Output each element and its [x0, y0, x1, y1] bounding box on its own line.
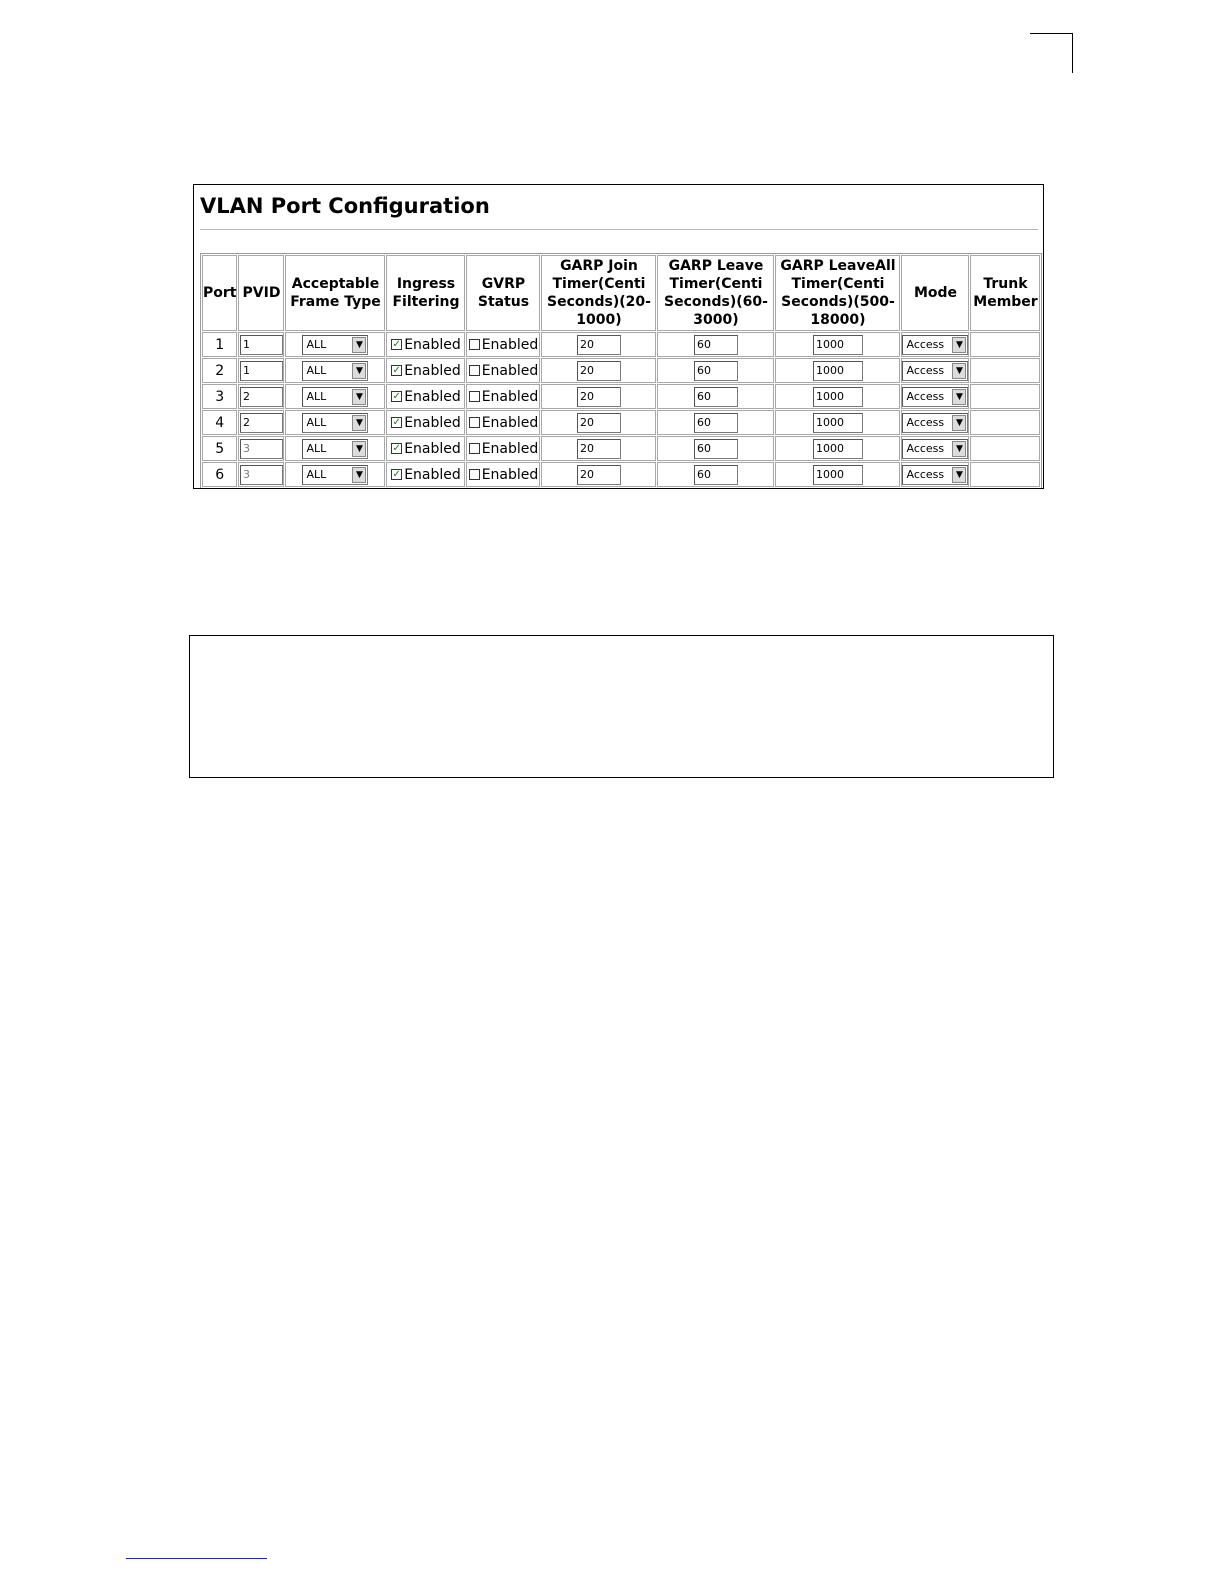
- garp-leaveall-cell: [775, 358, 900, 383]
- garp-leaveall-input[interactable]: 1000: [813, 387, 863, 407]
- gvrp-cell: [466, 436, 540, 461]
- frame-type-select[interactable]: [302, 387, 368, 407]
- frame-type-value: ALL: [306, 441, 327, 455]
- ingress-checkbox[interactable]: [391, 391, 402, 402]
- garp-leaveall-cell: [775, 436, 900, 461]
- ingress-label: Enabled: [404, 336, 461, 353]
- mode-select[interactable]: [902, 413, 968, 433]
- garp-leave-cell: [657, 462, 774, 487]
- vlan-port-configuration-panel: [193, 184, 1044, 489]
- pvid-input[interactable]: 3: [240, 465, 283, 485]
- frame-type-value: ALL: [306, 363, 327, 377]
- table-row: [202, 358, 1040, 383]
- frame-type-cell: [285, 462, 385, 487]
- ingress-cell: [386, 462, 465, 487]
- garp-leave-input[interactable]: 60: [694, 387, 738, 407]
- garp-join-input[interactable]: 20: [577, 335, 621, 355]
- port-number: 6: [202, 462, 237, 487]
- pvid-input[interactable]: 2: [240, 413, 283, 433]
- table-row: [202, 332, 1040, 357]
- port-number: 5: [202, 436, 237, 461]
- checkmark-icon: ✓: [392, 391, 401, 402]
- garp-leave-input[interactable]: 60: [694, 335, 738, 355]
- ingress-checkbox[interactable]: [391, 417, 402, 428]
- chevron-down-icon[interactable]: ▼: [952, 363, 966, 379]
- garp-join-input[interactable]: 20: [577, 387, 621, 407]
- chevron-down-icon[interactable]: ▼: [352, 441, 366, 457]
- pvid-cell: [238, 384, 284, 409]
- garp-leaveall-input[interactable]: 1000: [813, 439, 863, 459]
- mode-select[interactable]: [902, 335, 968, 355]
- garp-join-input[interactable]: 20: [577, 439, 621, 459]
- garp-leave-cell: [657, 410, 774, 435]
- table-row: [202, 436, 1040, 461]
- frame-type-cell: [285, 384, 385, 409]
- mode-select[interactable]: [902, 361, 968, 381]
- frame-type-value: ALL: [306, 337, 327, 351]
- ingress-cell: [386, 332, 465, 357]
- garp-leave-cell: [657, 436, 774, 461]
- mode-cell: [901, 358, 969, 383]
- frame-type-select[interactable]: [302, 335, 368, 355]
- frame-type-cell: [285, 332, 385, 357]
- garp-join-cell: [541, 384, 656, 409]
- garp-leaveall-cell: [775, 384, 900, 409]
- garp-leaveall-input[interactable]: 1000: [813, 335, 863, 355]
- page-corner-mark: [1030, 33, 1073, 73]
- frame-type-select[interactable]: [302, 465, 368, 485]
- ingress-cell: [386, 358, 465, 383]
- mode-cell: [901, 384, 969, 409]
- empty-frame-box: [189, 635, 1054, 778]
- chevron-down-icon[interactable]: ▼: [952, 467, 966, 483]
- mode-select[interactable]: [902, 387, 968, 407]
- gvrp-checkbox[interactable]: [469, 339, 480, 350]
- gvrp-cell: [466, 384, 540, 409]
- header-garp-leave-timer: GARP Leave Timer(Centi Seconds)(60-3000): [657, 255, 774, 331]
- trunk-member-cell: [970, 436, 1040, 461]
- ingress-cell: [386, 410, 465, 435]
- trunk-member-cell: [970, 410, 1040, 435]
- pvid-input[interactable]: 3: [240, 439, 283, 459]
- mode-cell: [901, 462, 969, 487]
- header-garp-leaveall-timer: GARP LeaveAll Timer(Centi Seconds)(500-18000): [775, 255, 900, 331]
- mode-value: Access: [906, 389, 945, 403]
- pvid-input[interactable]: 2: [240, 387, 283, 407]
- ingress-checkbox[interactable]: [391, 365, 402, 376]
- mode-value: Access: [906, 441, 945, 455]
- garp-join-cell: [541, 462, 656, 487]
- gvrp-checkbox[interactable]: [469, 417, 480, 428]
- garp-leave-input[interactable]: 60: [694, 361, 738, 381]
- chevron-down-icon[interactable]: ▼: [952, 415, 966, 431]
- chevron-down-icon[interactable]: ▼: [352, 363, 366, 379]
- ingress-label: Enabled: [404, 414, 461, 431]
- gvrp-checkbox[interactable]: [469, 443, 480, 454]
- gvrp-cell: [466, 332, 540, 357]
- gvrp-label: Enabled: [481, 388, 539, 405]
- mode-value: Access: [906, 467, 945, 481]
- garp-leave-cell: [657, 332, 774, 357]
- port-number: 1: [202, 332, 237, 357]
- frame-type-cell: [285, 436, 385, 461]
- garp-join-cell: [541, 410, 656, 435]
- pvid-input[interactable]: 1: [240, 335, 283, 355]
- gvrp-cell: [466, 358, 540, 383]
- garp-leave-input[interactable]: 60: [694, 465, 738, 485]
- chevron-down-icon[interactable]: ▼: [352, 389, 366, 405]
- table-row: [202, 462, 1040, 487]
- port-number: 3: [202, 384, 237, 409]
- gvrp-cell: [466, 410, 540, 435]
- frame-type-value: ALL: [306, 467, 327, 481]
- gvrp-cell: [466, 462, 540, 487]
- mode-cell: [901, 410, 969, 435]
- page-title: VLAN Port Configuration: [200, 194, 490, 218]
- checkmark-icon: ✓: [392, 417, 401, 428]
- trunk-member-cell: [970, 462, 1040, 487]
- gvrp-label: Enabled: [481, 362, 539, 379]
- checkmark-icon: ✓: [392, 339, 401, 350]
- ingress-checkbox[interactable]: [391, 469, 402, 480]
- title-divider: [200, 229, 1038, 230]
- garp-leaveall-input[interactable]: 1000: [813, 361, 863, 381]
- header-acceptable-frame-type: Acceptable Frame Type: [285, 255, 385, 331]
- checkmark-icon: ✓: [392, 469, 401, 480]
- ingress-checkbox[interactable]: [391, 443, 402, 454]
- garp-leave-cell: [657, 358, 774, 383]
- gvrp-checkbox[interactable]: [469, 365, 480, 376]
- gvrp-checkbox[interactable]: [469, 469, 480, 480]
- port-number: 2: [202, 358, 237, 383]
- checkmark-icon: ✓: [392, 443, 401, 454]
- chevron-down-icon[interactable]: ▼: [352, 337, 366, 353]
- trunk-member-cell: [970, 384, 1040, 409]
- header-pvid: PVID: [238, 255, 284, 331]
- frame-type-select[interactable]: [302, 439, 368, 459]
- ingress-label: Enabled: [404, 440, 461, 457]
- frame-type-select[interactable]: [302, 413, 368, 433]
- gvrp-label: Enabled: [481, 466, 539, 483]
- mode-select[interactable]: [902, 439, 968, 459]
- pvid-cell: [238, 332, 284, 357]
- trunk-member-cell: [970, 332, 1040, 357]
- table-header-row: [202, 255, 1040, 331]
- pvid-cell: [238, 358, 284, 383]
- frame-type-value: ALL: [306, 415, 327, 429]
- garp-join-cell: [541, 358, 656, 383]
- garp-leave-input[interactable]: 60: [694, 413, 738, 433]
- header-gvrp-status: GVRP Status: [466, 255, 540, 331]
- mode-select[interactable]: [902, 465, 968, 485]
- ingress-label: Enabled: [404, 466, 461, 483]
- header-garp-join-timer: GARP Join Timer(Centi Seconds)(20-1000): [541, 255, 656, 331]
- frame-type-select[interactable]: [302, 361, 368, 381]
- port-number: 4: [202, 410, 237, 435]
- garp-join-cell: [541, 332, 656, 357]
- chevron-down-icon[interactable]: ▼: [952, 337, 966, 353]
- pvid-cell: [238, 462, 284, 487]
- checkmark-icon: ✓: [392, 365, 401, 376]
- header-mode: Mode: [901, 255, 969, 331]
- ingress-cell: [386, 384, 465, 409]
- pvid-input[interactable]: 1: [240, 361, 283, 381]
- gvrp-label: Enabled: [481, 414, 539, 431]
- frame-type-cell: [285, 410, 385, 435]
- chevron-down-icon[interactable]: ▼: [952, 389, 966, 405]
- garp-leaveall-cell: [775, 410, 900, 435]
- gvrp-label: Enabled: [481, 440, 539, 457]
- garp-join-input[interactable]: 20: [577, 361, 621, 381]
- frame-type-cell: [285, 358, 385, 383]
- chevron-down-icon[interactable]: ▼: [352, 415, 366, 431]
- trunk-member-cell: [970, 358, 1040, 383]
- garp-leaveall-input[interactable]: 1000: [813, 465, 863, 485]
- header-port: Port: [202, 255, 237, 331]
- mode-cell: [901, 332, 969, 357]
- garp-leaveall-input[interactable]: 1000: [813, 413, 863, 433]
- garp-leave-cell: [657, 384, 774, 409]
- pvid-cell: [238, 436, 284, 461]
- mode-value: Access: [906, 337, 945, 351]
- pvid-cell: [238, 410, 284, 435]
- garp-join-cell: [541, 436, 656, 461]
- garp-leave-input[interactable]: 60: [694, 439, 738, 459]
- header-trunk-member: Trunk Member: [970, 255, 1040, 331]
- vlan-port-table: [200, 253, 1042, 489]
- header-ingress-filtering: Ingress Filtering: [386, 255, 465, 331]
- ingress-cell: [386, 436, 465, 461]
- ingress-checkbox[interactable]: [391, 339, 402, 350]
- table-row: [202, 384, 1040, 409]
- chevron-down-icon[interactable]: ▼: [352, 467, 366, 483]
- gvrp-checkbox[interactable]: [469, 391, 480, 402]
- ingress-label: Enabled: [404, 388, 461, 405]
- mode-value: Access: [906, 363, 945, 377]
- frame-type-value: ALL: [306, 389, 327, 403]
- footer-link-underline[interactable]: [126, 1558, 267, 1559]
- chevron-down-icon[interactable]: ▼: [952, 441, 966, 457]
- garp-leaveall-cell: [775, 332, 900, 357]
- mode-value: Access: [906, 415, 945, 429]
- gvrp-label: Enabled: [481, 336, 539, 353]
- mode-cell: [901, 436, 969, 461]
- garp-join-input[interactable]: 20: [577, 413, 621, 433]
- table-row: [202, 410, 1040, 435]
- garp-join-input[interactable]: 20: [577, 465, 621, 485]
- garp-leaveall-cell: [775, 462, 900, 487]
- ingress-label: Enabled: [404, 362, 461, 379]
